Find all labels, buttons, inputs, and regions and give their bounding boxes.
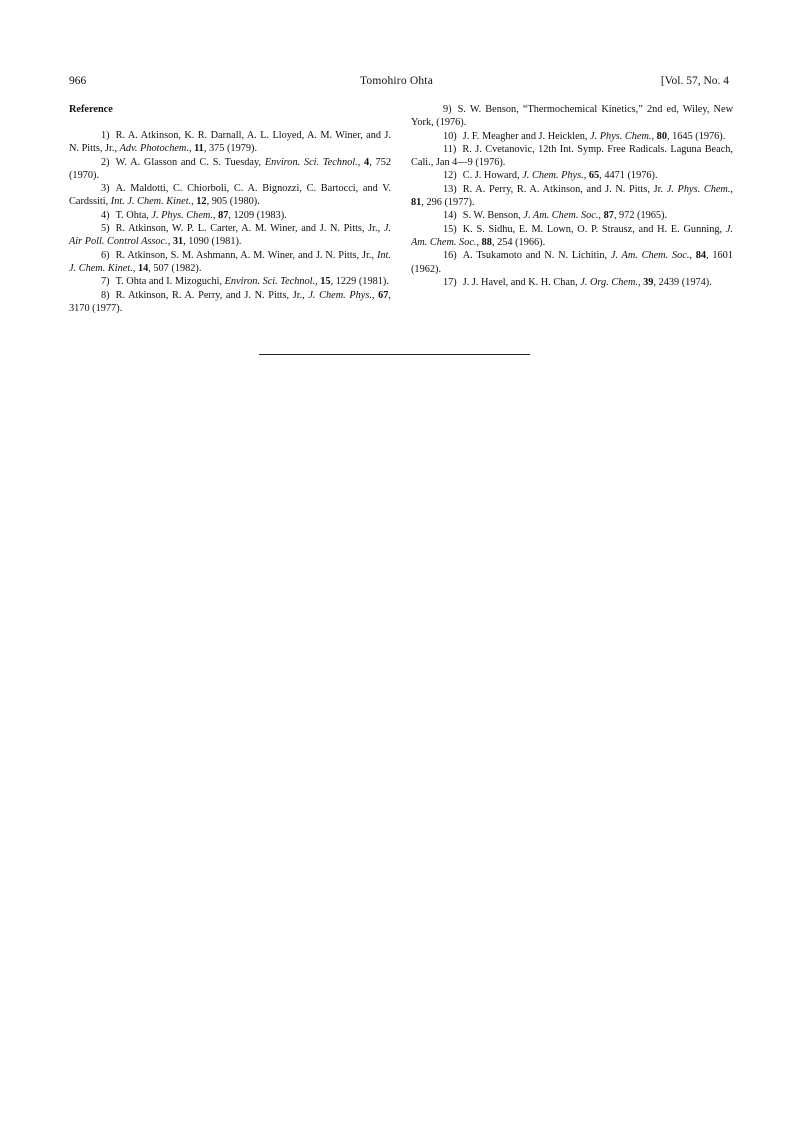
reference-text: A. Maldotti, C. Chiorboli, C. A. Bignozzi, C. Bartocci, and V. Cardssiti, — [69, 183, 391, 208]
reference-number: 11) — [443, 143, 457, 155]
reference-text: , — [583, 170, 589, 182]
reference-text: R. A. Perry, R. A. Atkinson, and J. N. Pitts, Jr. — [462, 183, 667, 195]
journal-title: J. Chem. Phys. — [308, 289, 372, 301]
reference-text: , — [637, 276, 644, 288]
reference-number: 10) — [443, 130, 457, 142]
journal-title: Int. J. Chem. Kinet. — [69, 249, 391, 274]
reference-number: 8) — [101, 289, 110, 301]
reference-item — [411, 183, 733, 210]
reference-number: 2) — [101, 156, 110, 168]
journal-title: J. Phys. Chem. — [151, 209, 213, 221]
journal-title: J. Am. Chem. Soc. — [523, 210, 599, 222]
volume-number: 4 — [364, 156, 370, 168]
volume-number: 12 — [196, 196, 207, 208]
journal-title: Environ. Sci. Technol. — [264, 156, 358, 168]
volume-number: 87 — [603, 210, 614, 222]
reference-text: , 507 (1982). — [148, 262, 202, 274]
reference-item — [69, 129, 391, 156]
journal-title: Environ. Sci. Technol. — [224, 276, 316, 288]
volume-info: [Vol. 57, No. 4 — [660, 75, 729, 87]
reference-number: 13) — [443, 183, 457, 195]
reference-number: 15) — [443, 223, 457, 235]
reference-column-right — [411, 103, 733, 289]
reference-number: 16) — [443, 250, 457, 262]
reference-text: , 752 (1970). — [69, 156, 391, 181]
running-author: Tomohiro Ohta — [359, 75, 434, 87]
reference-text: , — [212, 209, 219, 221]
reference-text: , 375 (1979). — [203, 143, 258, 155]
volume-number: 31 — [172, 236, 184, 248]
reference-text: R. Atkinson, W. P. L. Carter, A. M. Winer, and J. N. Pitts, Jr., — [115, 223, 384, 235]
volume-number: 11 — [194, 143, 204, 155]
reference-item — [411, 249, 733, 276]
reference-text: T. Ohta and I. Mizoguchi, — [115, 276, 225, 288]
reference-text: , 972 (1965). — [613, 210, 668, 222]
reference-text: , 3170 (1977). — [69, 289, 391, 314]
reference-item — [411, 169, 733, 182]
reference-text: K. S. Sidhu, E. M. Lown, O. P. Strausz, and H. E. Gunning, — [462, 223, 726, 235]
reference-text: S. W. Benson, — [462, 210, 524, 222]
reference-number: 7) — [101, 276, 110, 288]
reference-text: , 905 (1980). — [206, 196, 260, 208]
reference-text: , — [689, 250, 696, 262]
reference-text: , — [598, 210, 604, 222]
journal-title: J. Chem. Phys. — [522, 170, 584, 182]
reference-text: T. Ohta, — [115, 209, 152, 221]
reference-item — [69, 182, 391, 209]
reference-number: 6) — [101, 249, 110, 261]
reference-text: , 1601 (1962). — [411, 250, 733, 275]
reference-text: A. Tsukamoto and N. N. Lichitin, — [462, 250, 611, 262]
volume-number: 14 — [137, 262, 149, 274]
journal-title: J. Phys. Chem. — [666, 183, 731, 195]
section-title: Reference — [69, 104, 113, 115]
reference-text: , 1090 (1981). — [183, 236, 242, 248]
journal-title: Int. J. Chem. Kinet. — [110, 196, 192, 208]
reference-text: S. W. Benson, “Thermochemical Kinetics,” 2nd ed, Wiley, New York, (1976). — [411, 104, 733, 129]
reference-column-left — [69, 103, 391, 315]
reference-text: , — [315, 276, 321, 288]
journal-title: J. Am. Chem. Soc. — [610, 250, 690, 262]
reference-text: , 2439 (1974). — [653, 276, 712, 288]
reference-number: 5) — [101, 223, 110, 235]
reference-text: R. A. Atkinson, K. R. Darnall, A. L. Lloyed, A. M. Winer, and J. N. Pitts, Jr., — [69, 130, 391, 155]
reference-number: 17) — [443, 276, 457, 288]
reference-item — [411, 103, 733, 130]
journal-title: J. Org. Chem. — [580, 276, 638, 288]
reference-list-left — [69, 129, 391, 315]
journal-title: J. Phys. Chem. — [590, 130, 652, 142]
volume-number: 65 — [588, 170, 600, 182]
reference-text: , — [191, 196, 197, 208]
reference-item — [411, 143, 733, 170]
reference-text: , — [476, 236, 482, 248]
volume-number: 88 — [481, 236, 492, 248]
reference-number: 9) — [443, 104, 452, 115]
reference-item — [69, 222, 391, 249]
reference-item — [411, 209, 733, 222]
reference-number: 1) — [101, 130, 110, 141]
reference-text: , — [357, 156, 365, 168]
reference-text: , — [651, 130, 657, 142]
reference-text: , — [167, 236, 173, 248]
journal-title: J. Am. Chem. Soc. — [411, 223, 733, 248]
reference-text: , 4471 (1976). — [599, 170, 658, 182]
reference-text: , 1645 (1976). — [666, 130, 726, 142]
reference-text: , 1209 (1983). — [228, 209, 287, 221]
reference-text: , 254 (1966). — [491, 236, 546, 248]
reference-text: C. J. Howard, — [462, 170, 523, 182]
page-number: 966 — [69, 75, 87, 87]
volume-number: 39 — [643, 276, 654, 288]
volume-number: 84 — [695, 250, 707, 262]
volume-number: 80 — [656, 130, 667, 142]
reference-text: , 1229 (1981). — [330, 276, 389, 288]
reference-item — [69, 289, 391, 316]
reference-text: , — [371, 289, 379, 301]
end-rule — [259, 354, 530, 355]
reference-text: R. Atkinson, S. M. Ashmann, A. M. Winer, and J. N. Pitts, Jr., — [115, 249, 377, 261]
reference-number: 4) — [101, 209, 110, 221]
volume-number: 87 — [218, 209, 229, 221]
volume-number: 15 — [320, 276, 331, 288]
reference-text: R. Atkinson, R. A. Perry, and J. N. Pitts, Jr., — [115, 289, 309, 301]
reference-number: 3) — [101, 183, 110, 195]
volume-number: 67 — [378, 289, 389, 301]
reference-item — [411, 130, 733, 143]
reference-text: W. A. Glasson and C. S. Tuesday, — [115, 156, 265, 168]
reference-text: R. J. Cvetanovic, 12th Int. Symp. Free Radicals. Laguna Beach, Cali., Jan 4—9 (1976). — [411, 143, 733, 169]
journal-title: J. Air Poll. Control Assoc. — [69, 223, 391, 248]
journal-title: Adv. Photochem. — [119, 143, 189, 155]
reference-text: J. J. Havel, and K. H. Chan, — [462, 276, 581, 288]
reference-text: , 296 (1977). — [421, 197, 475, 209]
reference-number: 12) — [443, 170, 457, 182]
reference-item — [411, 223, 733, 250]
reference-text: , — [730, 183, 733, 195]
reference-text: J. F. Meagher and J. Heicklen, — [462, 130, 591, 142]
reference-item — [69, 156, 391, 183]
reference-item — [69, 209, 391, 222]
reference-item — [69, 275, 391, 288]
reference-item — [69, 249, 391, 276]
reference-number: 14) — [443, 210, 457, 222]
reference-text: , — [132, 262, 138, 274]
volume-number: 81 — [411, 197, 422, 209]
reference-list-right — [411, 103, 733, 289]
reference-item — [411, 276, 733, 289]
reference-text: , — [188, 143, 195, 155]
